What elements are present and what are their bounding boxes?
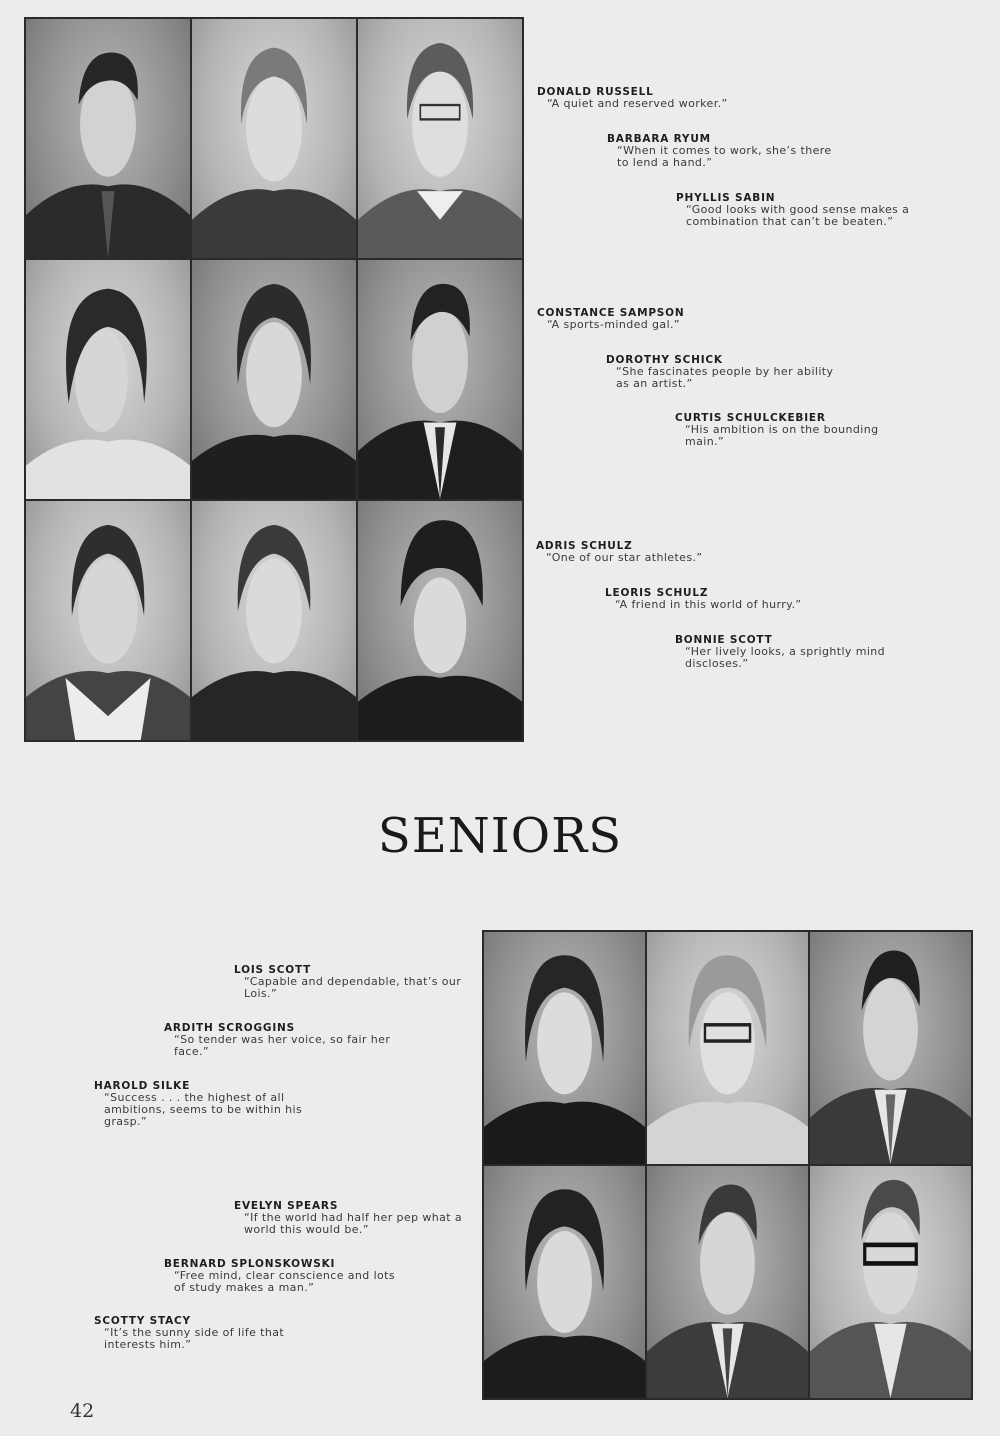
- top-portrait-grid: [24, 17, 524, 742]
- senior-name: EVELYN SPEARS: [234, 1200, 339, 1212]
- entry-lois-scott: [234, 964, 470, 1000]
- portrait-phyllis-sabin: [358, 19, 522, 258]
- page-number: 42: [70, 1400, 95, 1422]
- senior-name: SCOTTY STACY: [94, 1315, 191, 1327]
- senior-quote: “Good looks with good sense makes a combination that can’t be beaten.”: [686, 203, 910, 228]
- entry-leoris-schulz: [605, 587, 845, 611]
- senior-name: BONNIE SCOTT: [675, 634, 773, 646]
- senior-name: BARBARA RYUM: [607, 133, 711, 145]
- portrait-adris-schulz: [26, 501, 190, 740]
- entry-ardith-scroggins: [164, 1022, 400, 1058]
- portrait-ardith-scroggins: [647, 932, 808, 1164]
- portrait-constance-sampson: [26, 260, 190, 499]
- entry-curtis-schulckebier: [675, 412, 915, 448]
- entry-bonnie-scott: [675, 634, 915, 670]
- senior-name: DOROTHY SCHICK: [606, 354, 723, 366]
- senior-quote: “A sports-minded gal.”: [547, 318, 681, 331]
- senior-quote: “If the world had half her pep what a world this would be.”: [244, 1211, 463, 1236]
- portrait-harold-silke: [810, 932, 971, 1164]
- entry-evelyn-spears: [234, 1200, 470, 1236]
- senior-quote: “Her lively looks, a sprightly mind discloses.”: [685, 645, 886, 670]
- senior-name: DONALD RUSSELL: [537, 86, 654, 98]
- senior-name: BERNARD SPLONSKOWSKI: [164, 1258, 336, 1270]
- senior-quote: “Success . . . the highest of all ambitions, seems to be within his grasp.”: [104, 1091, 303, 1128]
- entry-phyllis-sabin: [676, 192, 916, 228]
- entry-adris-schulz: [536, 540, 766, 564]
- senior-quote: “Capable and dependable, that’s our Lois.”: [244, 975, 462, 1000]
- entry-bernard-splonskowski: [164, 1258, 400, 1294]
- portrait-curtis-schulckebier: [358, 260, 522, 499]
- portrait-bernard-splonskowski: [647, 1166, 808, 1398]
- senior-name: LEORIS SCHULZ: [605, 587, 709, 599]
- portrait-leoris-schulz: [192, 501, 356, 740]
- portrait-evelyn-spears: [484, 1166, 645, 1398]
- portrait-scotty-stacy: [810, 1166, 971, 1398]
- entry-scotty-stacy: [94, 1315, 330, 1351]
- portrait-barbara-ryum: [192, 19, 356, 258]
- senior-name: ADRIS SCHULZ: [536, 540, 633, 552]
- portrait-dorothy-schick: [192, 260, 356, 499]
- entry-harold-silke: [94, 1080, 330, 1128]
- senior-quote: “It’s the sunny side of life that interests him.”: [104, 1326, 285, 1351]
- senior-name: HAROLD SILKE: [94, 1080, 191, 1092]
- senior-name: CURTIS SCHULCKEBIER: [675, 412, 826, 424]
- entry-constance-sampson: [537, 307, 767, 331]
- entry-donald-russell: [537, 86, 767, 110]
- senior-quote: “A quiet and reserved worker.”: [547, 97, 728, 110]
- senior-quote: “His ambition is on the bounding main.”: [685, 423, 879, 448]
- entry-barbara-ryum: [607, 133, 847, 169]
- entry-dorothy-schick: [606, 354, 846, 390]
- senior-quote: “Free mind, clear conscience and lots of study makes a man.”: [174, 1269, 396, 1294]
- portrait-donald-russell: [26, 19, 190, 258]
- senior-quote: “One of our star athletes.”: [546, 551, 703, 564]
- senior-name: PHYLLIS SABIN: [676, 192, 776, 204]
- senior-quote: “So tender was her voice, so fair her face.”: [174, 1033, 391, 1058]
- senior-name: LOIS SCOTT: [234, 964, 312, 976]
- page-title: SENIORS: [377, 808, 623, 864]
- senior-name: CONSTANCE SAMPSON: [537, 307, 685, 319]
- senior-name: ARDITH SCROGGINS: [164, 1022, 296, 1034]
- portrait-bonnie-scott: [358, 501, 522, 740]
- senior-quote: “She fascinates people by her ability as an artist.”: [616, 365, 834, 390]
- senior-quote: “A friend in this world of hurry.”: [615, 598, 802, 611]
- senior-quote: “When it comes to work, she’s there to lend a hand.”: [617, 144, 832, 169]
- portrait-lois-scott: [484, 932, 645, 1164]
- bottom-portrait-grid: [482, 930, 973, 1400]
